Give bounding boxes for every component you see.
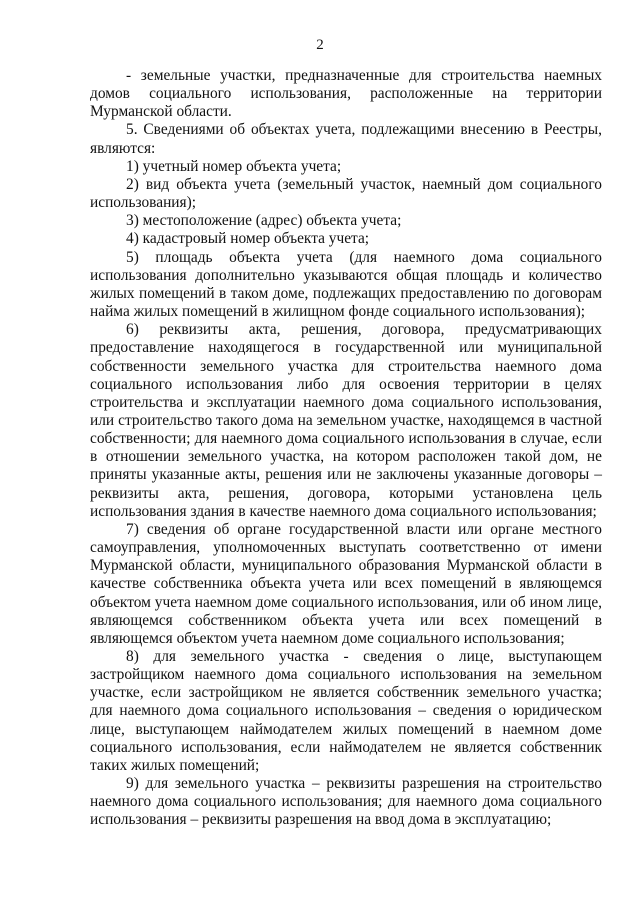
paragraph: 2) вид объекта учета (земельный участок, наемный дом социального использования); bbox=[90, 175, 602, 212]
paragraph: 6) реквизиты акта, решения, договора, предусматривающих предоставление находящегося в государственной или муниципальной собственности земельного участка для строительства наемного дома социального использования либо для освоения территории в целях строительства и эксплуатации наемного дома социального использования, или строительство такого дома на земельном участке, находящемся в частной собственности; для наемного дома социального использования в случае, если в отношении земельного участка, на котором расположен такой дом, не приняты указанные акты, решения или не заключены указанные договоры – реквизиты акта, решения, договора, которыми установлена цель использования здания в качестве наемного дома социального использования; bbox=[90, 321, 602, 520]
paragraph: 3) местоположение (адрес) объекта учета; bbox=[126, 212, 402, 230]
paragraph: 5) площадь объекта учета (для наемного дома социального использования дополнительно указываются общая площадь и количество жилых помещений в таком доме, подлежащих предоставлению по договорам найма жилых помещений в жилищном фонде социального использования); bbox=[90, 248, 602, 321]
paragraph: 9) для земельного участка – реквизиты разрешения на строительство наемного дома социального использования; для наемного дома социального использования – реквизиты разрешения на ввод дома в эксплуатацию; bbox=[90, 775, 602, 829]
document-body bbox=[90, 67, 602, 830]
paragraph: 8) для земельного участка - сведения о лице, выступающем застройщиком наемного дома социального использования на земельном участке, если застройщиком не является собственник земельного участка; для наемного дома социального использования – сведения о юридическом лице, выступающем наймодателем жилых помещений в наемном доме социального использования, если наймодателем не является собственник таких жилых помещений; bbox=[90, 648, 602, 774]
paragraph: 5. Сведениями об объектах учета, подлежащими внесению в Реестры, являются: bbox=[90, 121, 602, 157]
paragraph: 4) кадастровый номер объекта учета; bbox=[126, 230, 370, 248]
paragraph: - земельные участки, предназначенные для строительства наемных домов социального использования, расположенные на территории Мурманской области. bbox=[90, 67, 602, 121]
page-number: 2 bbox=[316, 37, 324, 53]
paragraph: 7) сведения об органе государственной власти или органе местного самоуправления, уполномоченных выступать соответственно от имени Мурманской области, муниципального образования Мурманской области в качестве собственника объекта учета или всех помещений в являющемся объектом учета наемном доме социального использования, или об ином лице, являющемся собственником объекта учета или всех помещений в являющемся объектом учета наемном доме социального использования; bbox=[90, 520, 602, 647]
paragraph: 1) учетный номер объекта учета; bbox=[126, 157, 342, 175]
